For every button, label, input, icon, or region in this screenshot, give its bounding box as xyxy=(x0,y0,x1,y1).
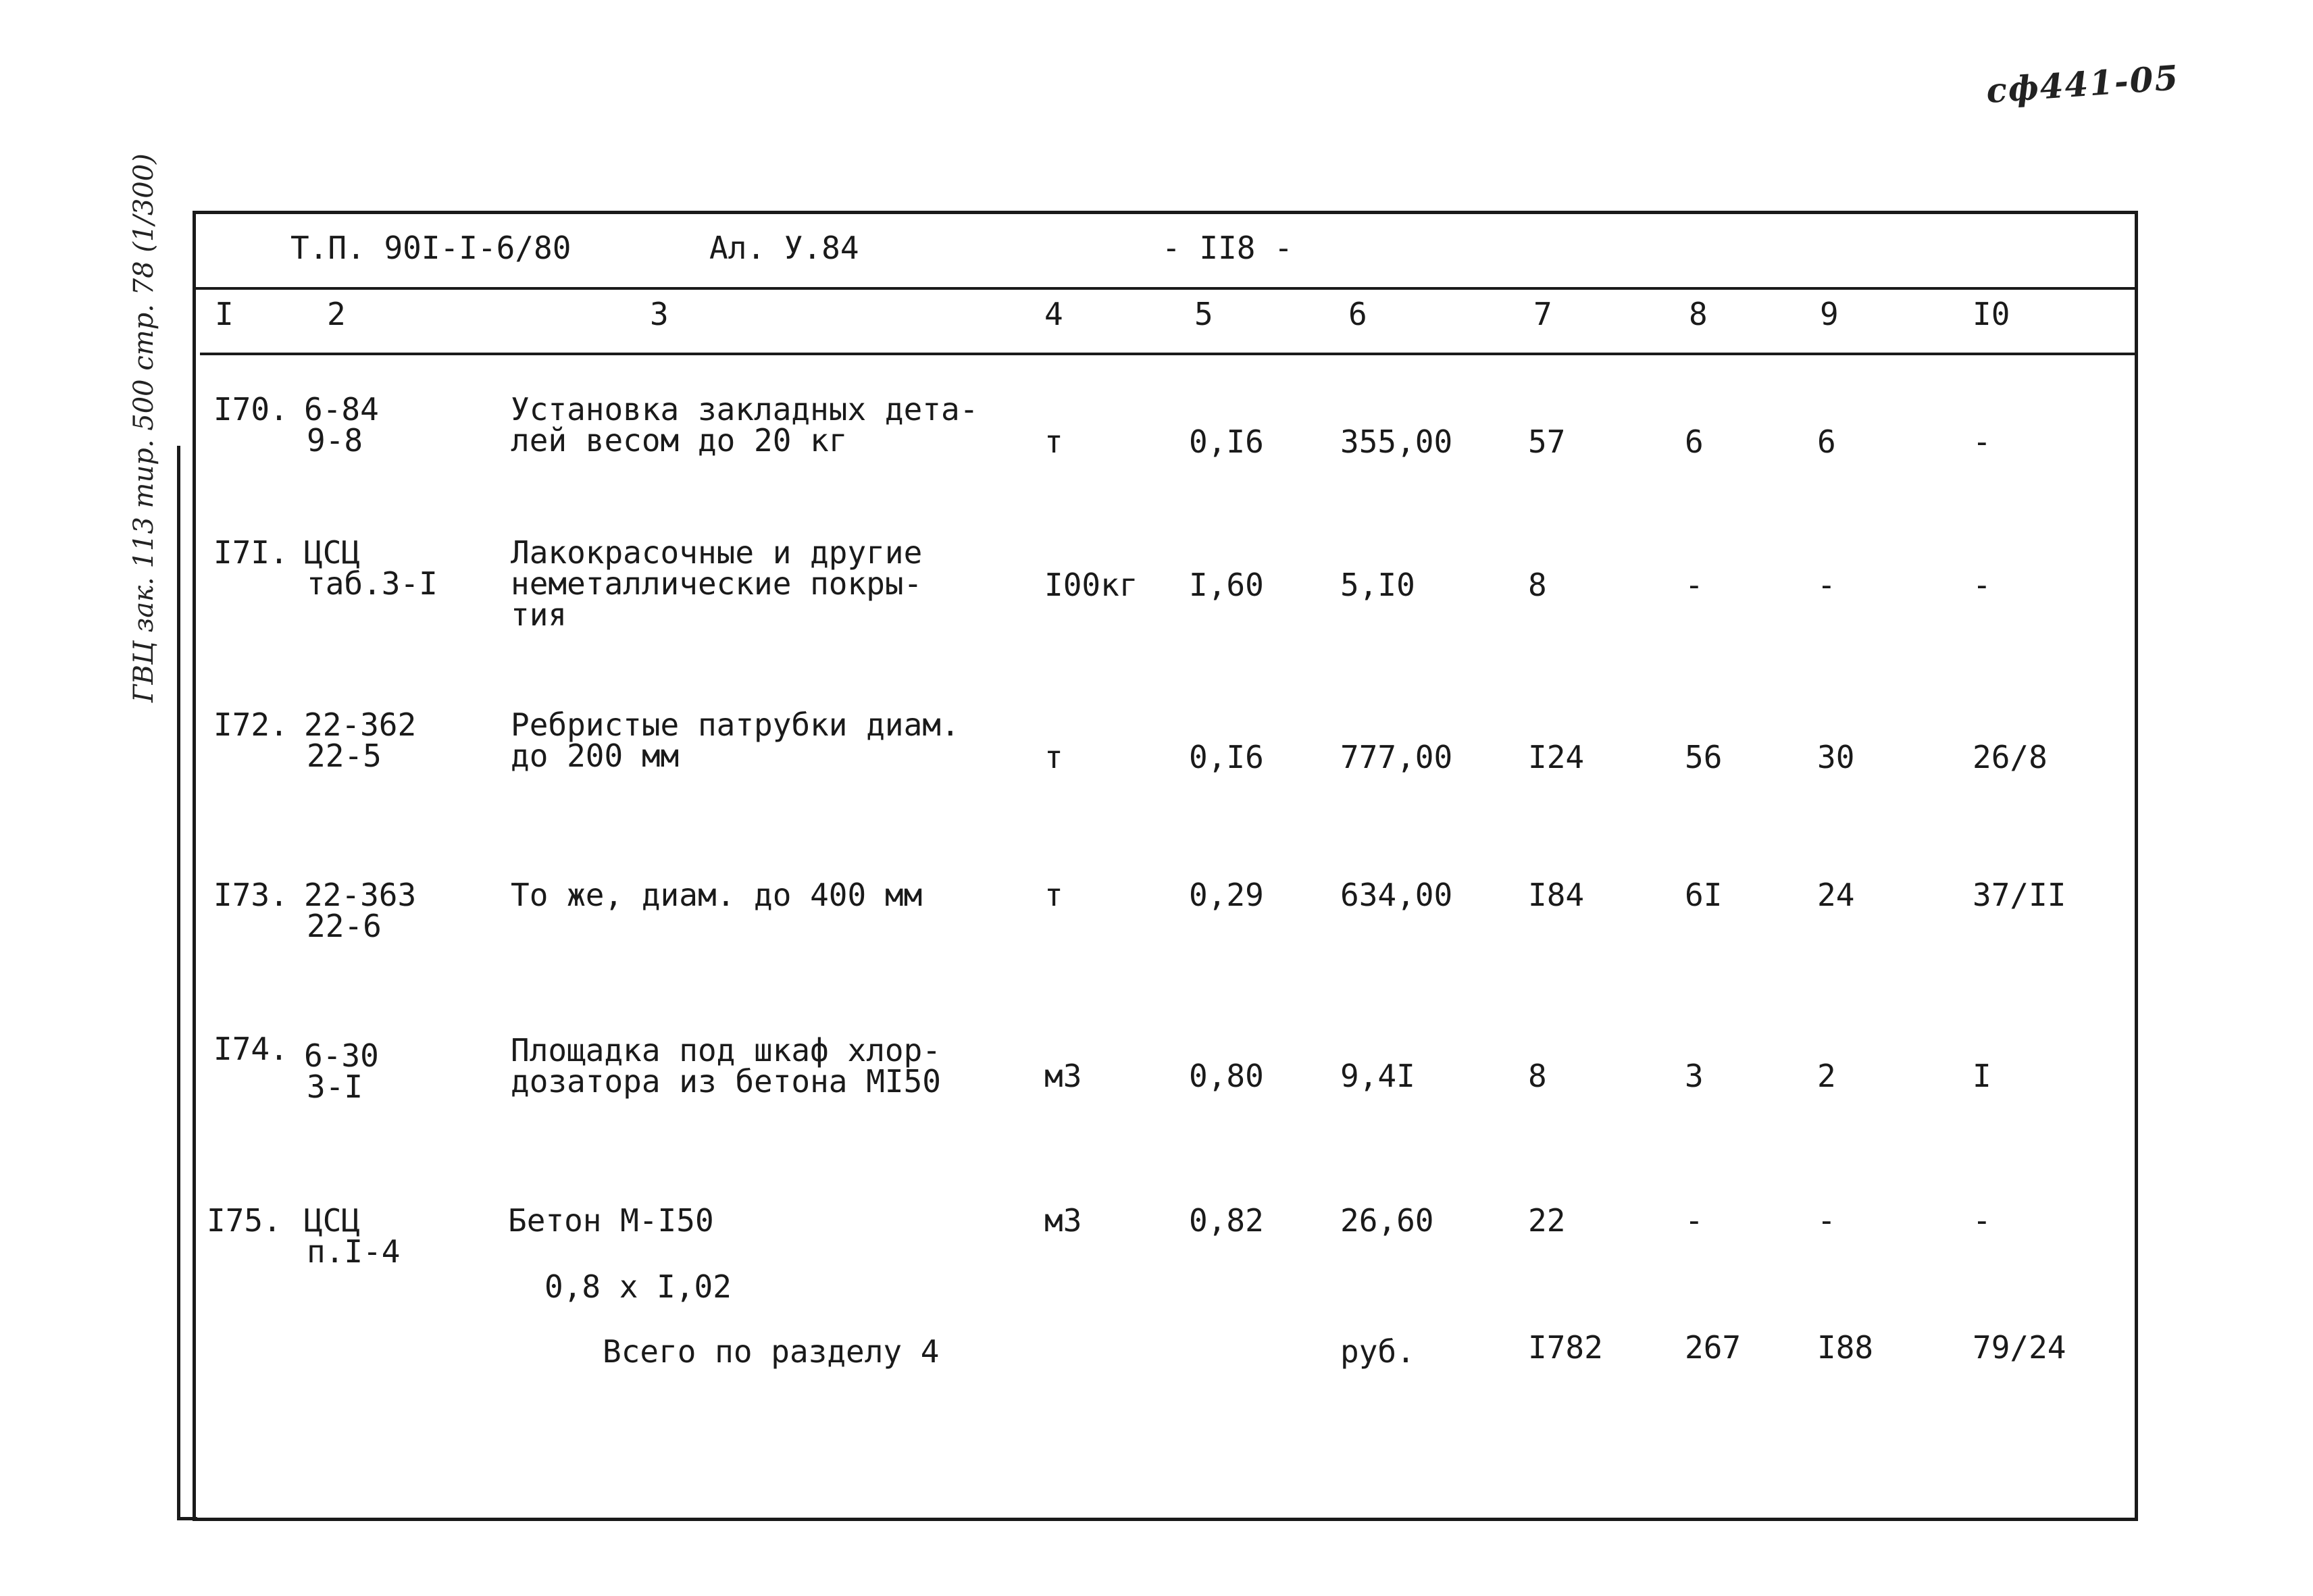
machine-cost: 6 xyxy=(1817,423,1836,460)
column-number: 8 xyxy=(1689,296,1708,332)
total-currency: руб. xyxy=(1340,1333,1415,1370)
column-number: 4 xyxy=(1044,296,1063,332)
total-label: Всего по разделу 4 xyxy=(603,1333,940,1370)
row-number: I74. xyxy=(213,1031,288,1067)
work-description: Ребристые патрубки диам. до 200 мм xyxy=(511,706,960,774)
wages: 6 xyxy=(1685,423,1704,460)
column-number: 2 xyxy=(327,296,346,332)
work-description: Установка закладных дета- лей весом до 20 кг xyxy=(511,391,979,459)
norm-code: 22-363 22-6 xyxy=(304,877,417,944)
print-order-note: ГВЦ зак. 113 тир. 500 стр. 78 (1/300) xyxy=(128,153,159,702)
wages: - xyxy=(1685,567,1704,603)
document-code-stamp: сф441-05 xyxy=(1985,57,2181,111)
total-wages: 267 xyxy=(1685,1329,1742,1366)
quantity: 0,I6 xyxy=(1189,423,1264,460)
column-number: 7 xyxy=(1533,296,1552,332)
machine-cost: 2 xyxy=(1817,1058,1836,1094)
total-cost: 8 xyxy=(1528,567,1547,603)
row-number: I73. xyxy=(213,877,288,913)
machine-wages: I xyxy=(1973,1058,1991,1094)
wages: 3 xyxy=(1685,1058,1704,1094)
work-description: Площадка под шкаф хлор- дозатора из бетона МI50 xyxy=(511,1032,941,1100)
column-number: I0 xyxy=(1973,296,2010,332)
wages: 56 xyxy=(1685,739,1723,775)
header-divider xyxy=(196,287,2135,290)
unit-price: 5,I0 xyxy=(1340,567,1415,603)
total-cost: I84 xyxy=(1528,877,1585,913)
work-description: Лакокрасочные и другие неметаллические покры- тия xyxy=(511,534,923,633)
total-machine-cost: I88 xyxy=(1817,1329,1874,1366)
norm-code: 6-30 3-I xyxy=(304,1037,379,1105)
column-header-divider xyxy=(200,353,2135,355)
row-number: I75. xyxy=(207,1202,282,1239)
frame-bottom-edge xyxy=(177,1517,197,1520)
wages: - xyxy=(1685,1202,1704,1239)
project-number: Т.П. 90I-I-6/80 xyxy=(290,230,571,266)
total-cost: 8 xyxy=(1528,1058,1547,1094)
column-number: 9 xyxy=(1820,296,1839,332)
column-number: 3 xyxy=(650,296,669,332)
total-cost: 57 xyxy=(1528,423,1566,460)
unit: т xyxy=(1044,739,1063,775)
work-description: Бетон М-I50 xyxy=(508,1202,714,1239)
total-cost: I24 xyxy=(1528,739,1585,775)
machine-cost: 30 xyxy=(1817,739,1855,775)
quantity: 0,29 xyxy=(1189,877,1264,913)
norm-code: 22-362 22-5 xyxy=(304,706,417,774)
unit: м3 xyxy=(1044,1058,1082,1094)
quantity: 0,I6 xyxy=(1189,739,1264,775)
total-cost: I782 xyxy=(1528,1329,1603,1366)
machine-cost: - xyxy=(1817,1202,1836,1239)
unit-price: 26,60 xyxy=(1340,1202,1434,1239)
norm-code: ЦСЦ таб.3-I xyxy=(304,534,438,602)
column-number: 6 xyxy=(1348,296,1367,332)
machine-wages: 26/8 xyxy=(1973,739,2048,775)
unit: м3 xyxy=(1044,1202,1082,1239)
total-machine-wages: 79/24 xyxy=(1973,1329,2066,1366)
machine-cost: 24 xyxy=(1817,877,1855,913)
page-header xyxy=(290,230,2047,270)
table-frame xyxy=(193,211,2138,1521)
unit: I00кг xyxy=(1044,567,1138,603)
unit: т xyxy=(1044,877,1063,913)
machine-cost: - xyxy=(1817,567,1836,603)
quantity: I,60 xyxy=(1189,567,1264,603)
norm-code: ЦСЦ п.I-4 xyxy=(304,1202,401,1270)
column-number: I xyxy=(215,296,234,332)
norm-code: 6-84 9-8 xyxy=(304,391,379,459)
row-number: I70. xyxy=(213,391,288,428)
column-number: 5 xyxy=(1194,296,1213,332)
machine-wages: - xyxy=(1973,567,1991,603)
unit: т xyxy=(1044,423,1063,460)
unit-price: 634,00 xyxy=(1340,877,1453,913)
machine-wages: 37/II xyxy=(1973,877,2066,913)
unit-price: 777,00 xyxy=(1340,739,1453,775)
quantity: 0,80 xyxy=(1189,1058,1264,1094)
machine-wages: - xyxy=(1973,423,1991,460)
quantity: 0,82 xyxy=(1189,1202,1264,1239)
work-description: То же, диам. до 400 мм xyxy=(511,877,923,913)
wages: 6I xyxy=(1685,877,1723,913)
quantity-formula: 0,8 х I,02 xyxy=(544,1268,732,1305)
total-cost: 22 xyxy=(1528,1202,1566,1239)
page-number: - II8 - xyxy=(1162,230,1293,266)
row-number: I72. xyxy=(213,706,288,743)
machine-wages: - xyxy=(1973,1202,1991,1239)
unit-price: 9,4I xyxy=(1340,1058,1415,1094)
frame-left-edge xyxy=(177,446,180,1520)
row-number: I7I. xyxy=(213,534,288,571)
album-number: Ал. У.84 xyxy=(709,230,859,266)
unit-price: 355,00 xyxy=(1340,423,1453,460)
